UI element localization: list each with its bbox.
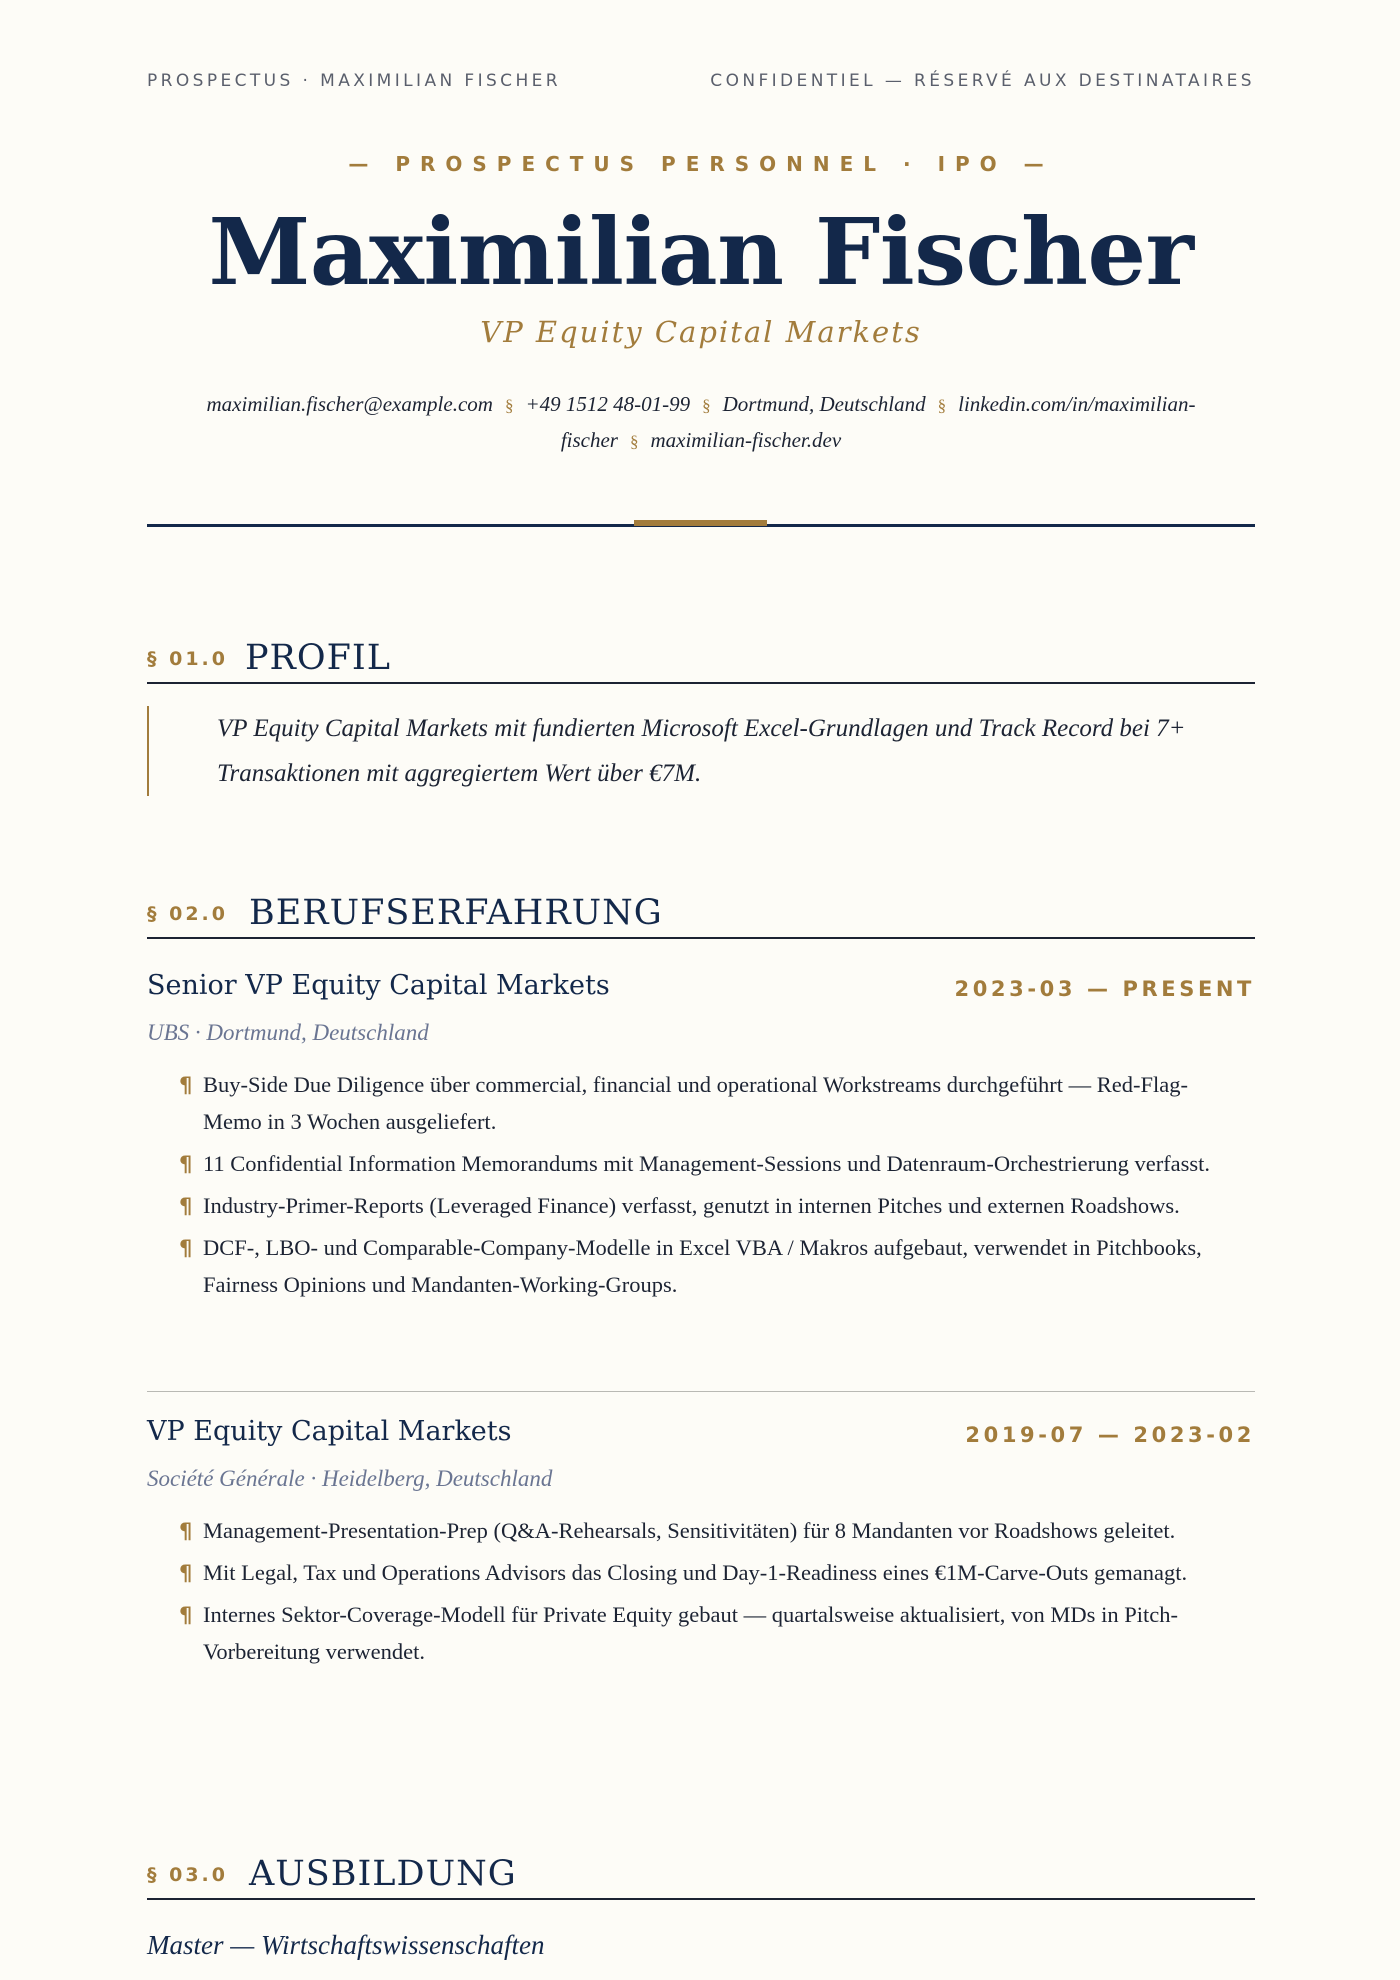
candidate-role: VP Equity Capital Markets	[480, 315, 922, 349]
list-item: ¶ Internes Sektor-Coverage-Modell für Private Equity gebaut — quartalsweise aktualisiert, von MDs in Pitch-Vorbereitung verwendet.	[179, 1596, 1239, 1670]
section-number: § 02.0	[147, 903, 228, 925]
list-item: ¶ Buy-Side Due Diligence über commercial, financial und operational Workstreams durchgeführt — Red-Flag-Memo in 3 Wochen ausgeliefert.	[179, 1066, 1239, 1140]
section-number: § 01.0	[147, 648, 228, 670]
list-item: ¶ DCF-, LBO- und Comparable-Company-Modelle in Excel VBA / Makros aufgebaut, verwendet in Pitchbooks, Fairness Opinions und Mandanten-Working-Groups.	[179, 1229, 1239, 1303]
section-sign-icon: §	[504, 396, 514, 415]
section-heading-experience	[147, 855, 1255, 939]
job-title: VP Equity Capital Markets	[147, 1416, 512, 1447]
section-sign-icon: §	[629, 432, 639, 451]
pilcrow-icon: ¶	[179, 1236, 193, 1260]
section-title: PROFIL	[245, 638, 391, 678]
job-dates: 2023-03 — PRESENT	[954, 977, 1255, 1001]
pilcrow-icon: ¶	[179, 1519, 193, 1543]
list-item: ¶ Management-Presentation-Prep (Q&A-Rehearsals, Sensitivitäten) für 8 Mandanten vor Roadshows geleitet.	[179, 1512, 1239, 1549]
candidate-name: Maximilian Fischer	[208, 198, 1194, 306]
section-sign-icon: §	[702, 396, 711, 415]
running-header-right: CONFIDENTIEL — RÉSERVÉ AUX DESTINATAIRES	[710, 71, 1255, 91]
list-item: ¶ Mit Legal, Tax und Operations Advisors das Closing und Day-1-Readiness eines €1M-Carve-Outs gemanagt.	[179, 1554, 1239, 1591]
section-heading-profile	[147, 600, 1255, 684]
email-link[interactable]: maximilian.fischer@example.com	[206, 392, 493, 416]
contact-line	[167, 387, 1235, 459]
profile-summary: VP Equity Capital Markets mit fundierten Microsoft Excel-Grundlagen und Track Record bei 7+ Transaktionen mit aggregiertem Wert über €7M.	[147, 706, 1255, 796]
masthead-kicker: — PROSPECTUS PERSONNEL · IPO —	[348, 152, 1054, 176]
job-organization: Société Générale · Heidelberg, Deutschland	[147, 1466, 553, 1491]
section-title: BERUFSERFAHRUNG	[249, 893, 663, 933]
location: Dortmund, Deutschland	[722, 392, 926, 416]
education-degree: Master — Wirtschaftswissenschaften	[147, 1930, 545, 1960]
pilcrow-icon: ¶	[179, 1194, 193, 1218]
job-dates: 2019-07 — 2023-02	[965, 1423, 1255, 1447]
list-item: ¶ 11 Confidential Information Memorandums mit Management-Sessions und Datenraum-Orchestrierung verfasst.	[179, 1145, 1239, 1182]
section-rule	[147, 682, 1255, 684]
list-item: ¶ Industry-Primer-Reports (Leveraged Finance) verfasst, genutzt in internen Pitches und externen Roadshows.	[179, 1187, 1239, 1224]
running-header-left: PROSPECTUS · MAXIMILIAN FISCHER	[147, 71, 561, 91]
pilcrow-icon: ¶	[179, 1152, 193, 1176]
section-rule	[147, 937, 1255, 939]
section-heading-education	[147, 1816, 1255, 1900]
job-bullet-list	[179, 1066, 1239, 1308]
job-organization: UBS · Dortmund, Deutschland	[147, 1020, 429, 1045]
section-rule	[147, 1898, 1255, 1900]
job-bullet-list	[179, 1512, 1239, 1675]
job-title: Senior VP Equity Capital Markets	[147, 970, 610, 1001]
section-number: § 03.0	[147, 1864, 228, 1886]
linkedin-link[interactable]: linkedin.com/in/maximilian-fischer	[560, 392, 1196, 452]
section-title: AUSBILDUNG	[249, 1854, 517, 1894]
pilcrow-icon: ¶	[179, 1561, 193, 1585]
website-link[interactable]: maximilian-fischer.dev	[650, 428, 842, 452]
running-header	[147, 71, 1255, 91]
pilcrow-icon: ¶	[179, 1603, 193, 1627]
masthead-rule-accent	[634, 520, 767, 526]
job-divider	[147, 1391, 1255, 1392]
phone-number[interactable]: +49 1512 48-01-99	[525, 392, 691, 416]
section-sign-icon: §	[937, 396, 947, 415]
pilcrow-icon: ¶	[179, 1073, 193, 1097]
